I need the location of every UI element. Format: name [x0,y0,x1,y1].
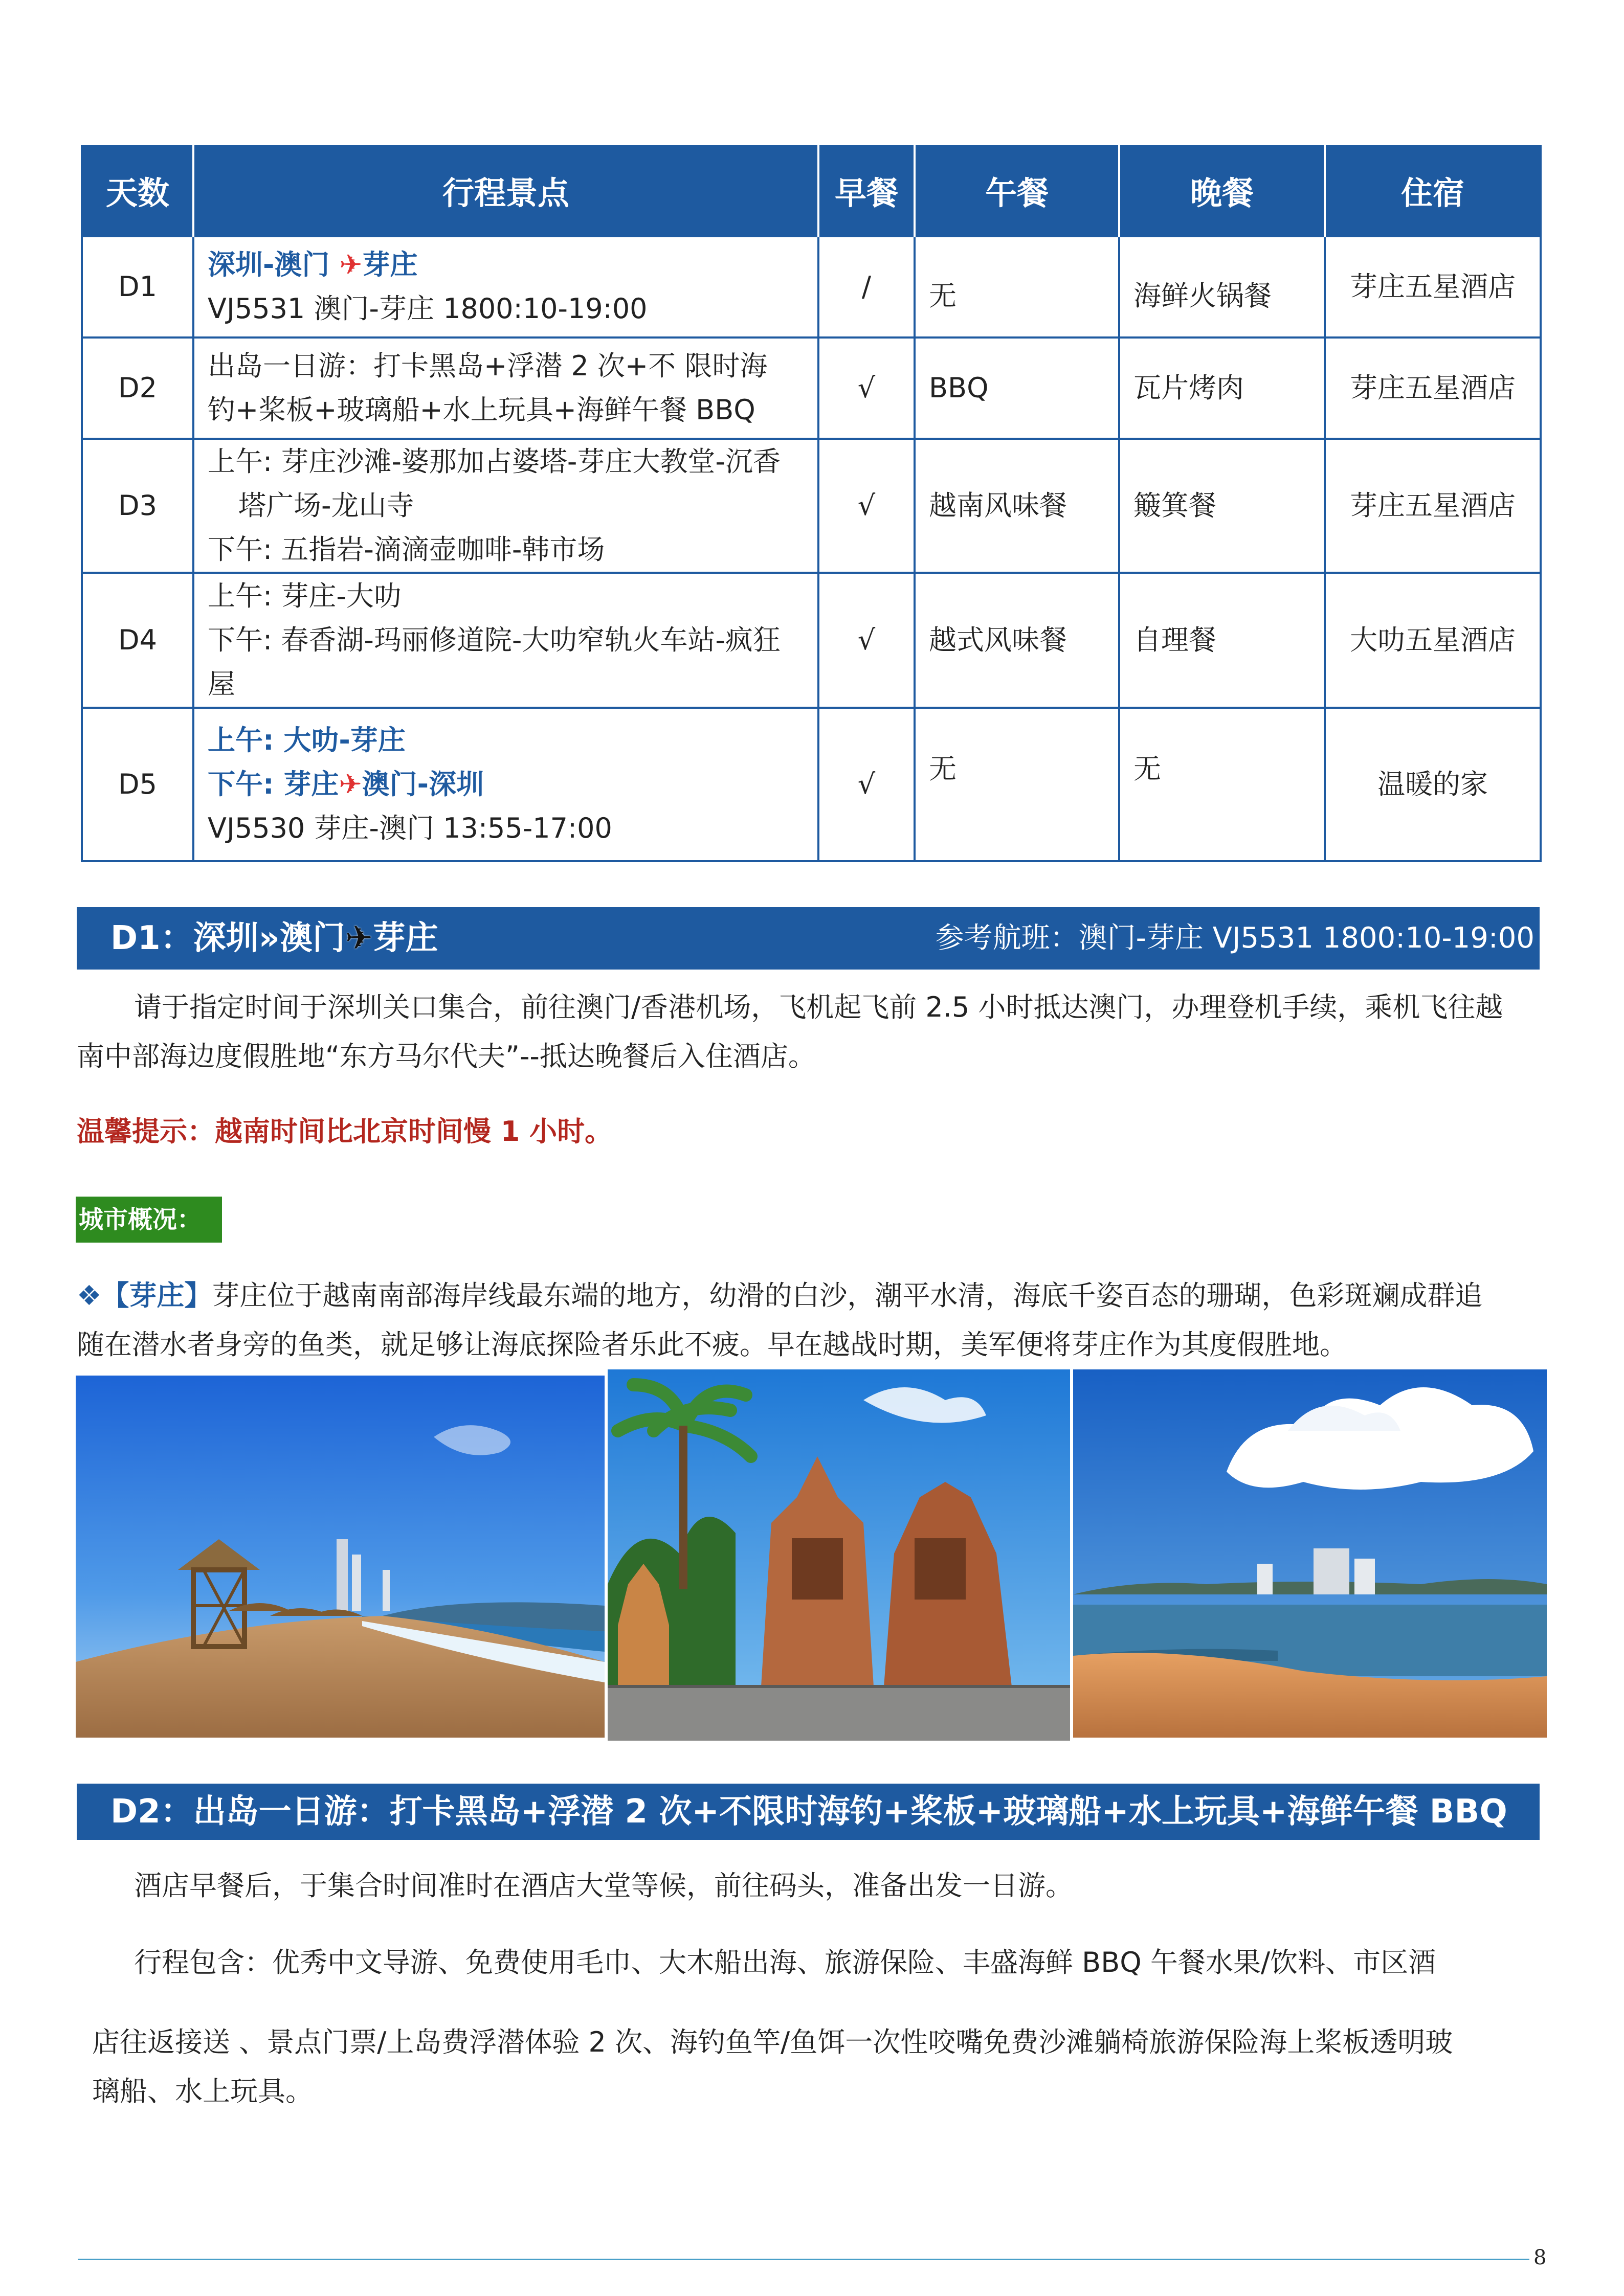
bay-photo [1073,1369,1547,1738]
day-cell: D5 [82,708,193,861]
route-text: 深圳-澳门 [208,249,340,281]
hotel-cell: 温暖的家 [1325,708,1541,861]
header-itinerary: 行程景点 [193,145,818,236]
itinerary-line: 上午: 芽庄-大叻 [208,580,402,612]
day-cell: D4 [82,573,193,708]
city-name: 【芽庄】 [101,1279,212,1312]
header-breakfast: 早餐 [818,145,915,236]
lunch-cell [915,236,1119,337]
dinner-cell: 自理餐 [1119,573,1325,708]
lunch-cell: BBQ [915,337,1119,439]
table-header-row [82,145,1541,236]
d1-paragraph-line: 南中部海边度假胜地“东方马尔代夫”--抵达晚餐后入住酒店。 [77,1040,816,1072]
breakfast-cell: √ [818,439,915,573]
dinner-cell: 瓦片烤肉 [1119,337,1325,439]
itinerary-line: 上午: 大叻-芽庄 [208,724,406,756]
dinner-text: 无 [1133,753,1161,785]
reference-flight: 参考航班：澳门-芽庄 VJ5531 1800:10-19:00 [935,921,1534,955]
itinerary-line: 出岛一日游：打卡黑岛+浮潜 2 次+不 限时海 [208,350,768,382]
day-cell: D3 [82,439,193,573]
plane-icon: ✈ [339,768,362,800]
hotel-cell: 芽庄五星酒店 [1325,439,1541,573]
d2-title: D2：出岛一日游：打卡黑岛+浮潜 2 次+不限时海钓+桨板+玻璃船+水上玩具+海鲜午餐 BBQ [110,1793,1507,1831]
itinerary-line: 屋 [208,668,235,700]
plane-icon: ✈ [339,249,363,281]
d1-section-bar [77,907,1540,970]
d1-title-text: 芽庄 [372,919,438,957]
d1-title [110,907,438,970]
diamond-bullet-icon: ❖ [77,1279,102,1312]
table-row [82,439,1541,573]
itinerary-cell [193,236,818,337]
beach-photo [76,1376,605,1738]
header-lunch: 午餐 [915,145,1119,236]
dinner-cell [1119,236,1325,337]
breakfast-cell: √ [818,708,915,861]
header-hotel: 住宿 [1325,145,1541,236]
lunch-text: 无 [929,280,956,312]
d2-paragraph: 酒店早餐后，于集合时间准时在酒店大堂等候，前往码头，准备出发一日游。 [134,1870,1073,1902]
lunch-cell: 越式风味餐 [915,573,1119,708]
hotel-cell: 芽庄五星酒店 [1325,236,1541,337]
route-text: 下午: 芽庄 [208,768,339,800]
breakfast-cell: √ [818,573,915,708]
itinerary-table [81,145,1542,862]
day-cell: D1 [82,236,193,337]
header-dinner: 晚餐 [1119,145,1325,236]
itinerary-line: 钓+桨板+玻璃船+水上玩具+海鲜午餐 BBQ [208,394,755,426]
itinerary-cell [193,337,818,439]
city-description-line: 随在潜水者身旁的鱼类，就足够让海底探险者乐此不疲。早在越战时期，美军便将芽庄作为其度假胜地。 [77,1329,1347,1361]
table-row [82,708,1541,861]
table-row [82,337,1541,439]
plane-icon: ✈ [345,919,373,957]
table-row [82,236,1541,337]
itinerary-line: 上午: 芽庄沙滩-婆那加占婆塔-芽庄大教堂-沉香 [208,445,781,478]
d2-section-bar [77,1784,1540,1840]
d1-paragraph-line: 请于指定时间于深圳关口集合，前往澳门/香港机场，飞机起飞前 2.5 小时抵达澳门，办理登机手续，乘机飞往越 [134,991,1503,1023]
breakfast-cell: √ [818,337,915,439]
lunch-text: 无 [929,753,956,785]
hotel-cell: 芽庄五星酒店 [1325,337,1541,439]
footer-divider [78,2259,1529,2260]
flight-info: VJ5531 澳门-芽庄 1800:10-19:00 [208,292,648,325]
d2-paragraph-line: 店往返接送 、景点门票/上岛费浮潜体验 2 次、海钓鱼竿/鱼饵一次性咬嘴免费沙滩躺椅旅游保险海上桨板透明玻 [92,2026,1453,2058]
itinerary-cell [193,708,818,861]
itinerary-cell [193,573,818,708]
route-text: 澳门-深圳 [362,768,484,800]
lunch-cell: 越南风味餐 [915,439,1119,573]
city-overview-label: 城市概况： [76,1197,222,1243]
itinerary-line: 下午: 春香湖-玛丽修道院-大叻窄轨火车站-疯狂 [208,624,781,656]
header-day: 天数 [82,145,193,236]
flight-info: VJ5530 芽庄-澳门 13:55-17:00 [208,812,612,844]
itinerary-line: 下午: 五指岩-滴滴壶咖啡-韩市场 [208,533,605,566]
city-description-text: 芽庄位于越南南部海岸线最东端的地方，幼滑的白沙，潮平水清，海底千姿百态的珊瑚，色彩斑斓成群追 [212,1279,1483,1312]
dinner-cell [1119,708,1325,861]
d2-paragraph-line: 璃船、水上玩具。 [92,2075,313,2107]
d1-title-text: D1：深圳»澳门 [110,919,345,957]
dinner-cell: 簸箕餐 [1119,439,1325,573]
lunch-cell [915,708,1119,861]
dinner-text: 海鲜火锅餐 [1133,280,1272,312]
breakfast-cell: / [818,236,915,337]
city-description-line [77,1271,1482,1320]
hotel-cell: 大叻五星酒店 [1325,573,1541,708]
page-number: 8 [1533,2246,1547,2269]
itinerary-line: 塔广场-龙山寺 [238,489,414,522]
d2-paragraph: 行程包含：优秀中文导游、免费使用毛巾、大木船出海、旅游保险、丰盛海鲜 BBQ 午餐水果/饮料、市区酒 [134,1946,1436,1978]
travel-tip: 温馨提示：越南时间比北京时间慢 1 小时。 [77,1115,613,1147]
day-cell: D2 [82,337,193,439]
cham-tower-photo [608,1369,1070,1741]
table-row [82,573,1541,708]
route-text: 芽庄 [362,249,418,281]
itinerary-cell [193,439,818,573]
